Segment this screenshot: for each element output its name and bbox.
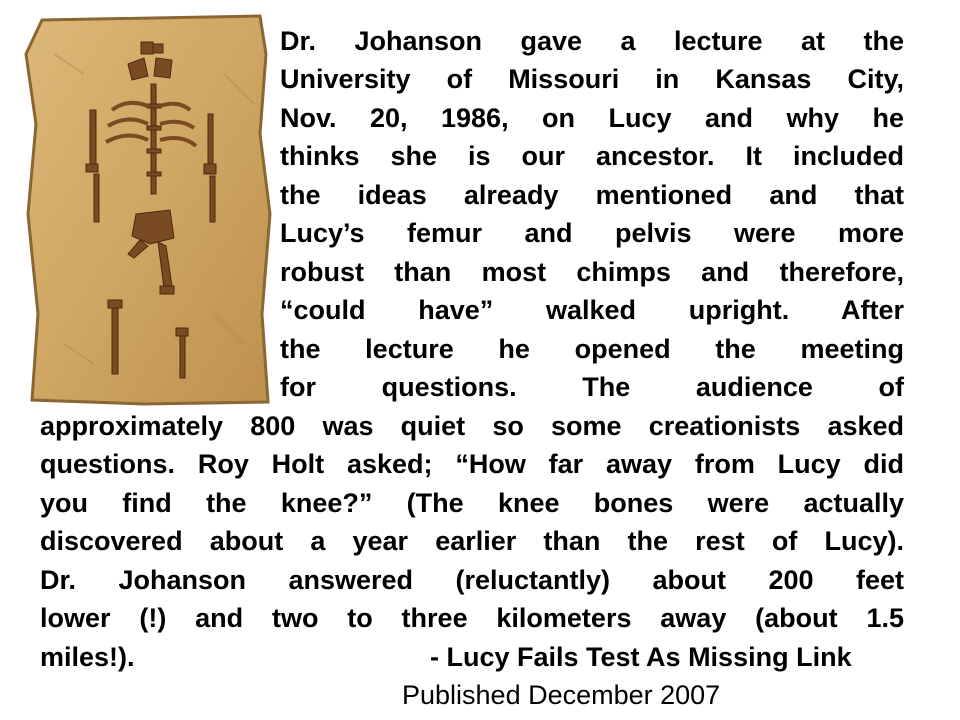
quote-line: “could have” walked upright. After: [280, 295, 904, 325]
quote-line: the lecture he opened the meeting: [280, 334, 904, 364]
quote-line: approximately 800 was quiet so some creationists asked: [40, 411, 904, 441]
quote-line: discovered about a year earlier than the rest of Lucy).: [40, 526, 904, 556]
quote-line: for questions. The audience of: [280, 372, 904, 402]
quote-line: thinks she is our ancestor. It included: [280, 141, 904, 171]
quote-line: questions. Roy Holt asked; “How far away from Lucy did: [40, 449, 904, 479]
quote-line: you find the knee?” (The knee bones were actually: [40, 488, 904, 518]
citation-source: - Lucy Fails Test As Missing Link: [430, 642, 852, 672]
quote-line: Dr. Johanson answered (reluctantly) about 200 feet: [40, 565, 904, 595]
quote-line: the ideas already mentioned and that: [280, 180, 904, 210]
quote-line: Nov. 20, 1986, on Lucy and why he: [280, 103, 904, 133]
quote-line: robust than most chimps and therefore,: [280, 257, 904, 287]
lucy-fossil-image: [24, 14, 274, 406]
quote-line: Lucy’s femur and pelvis were more: [280, 218, 904, 248]
quote-last-line: [40, 638, 904, 676]
quote-end: miles!).: [40, 642, 135, 672]
quote-line: lower (!) and two to three kilometers away (about 1.5: [40, 603, 904, 633]
quote-line: Dr. Johanson gave a lecture at the: [280, 26, 904, 56]
published-date: Published December 2007: [402, 680, 721, 710]
quote-line: University of Missouri in Kansas City,: [280, 64, 904, 94]
